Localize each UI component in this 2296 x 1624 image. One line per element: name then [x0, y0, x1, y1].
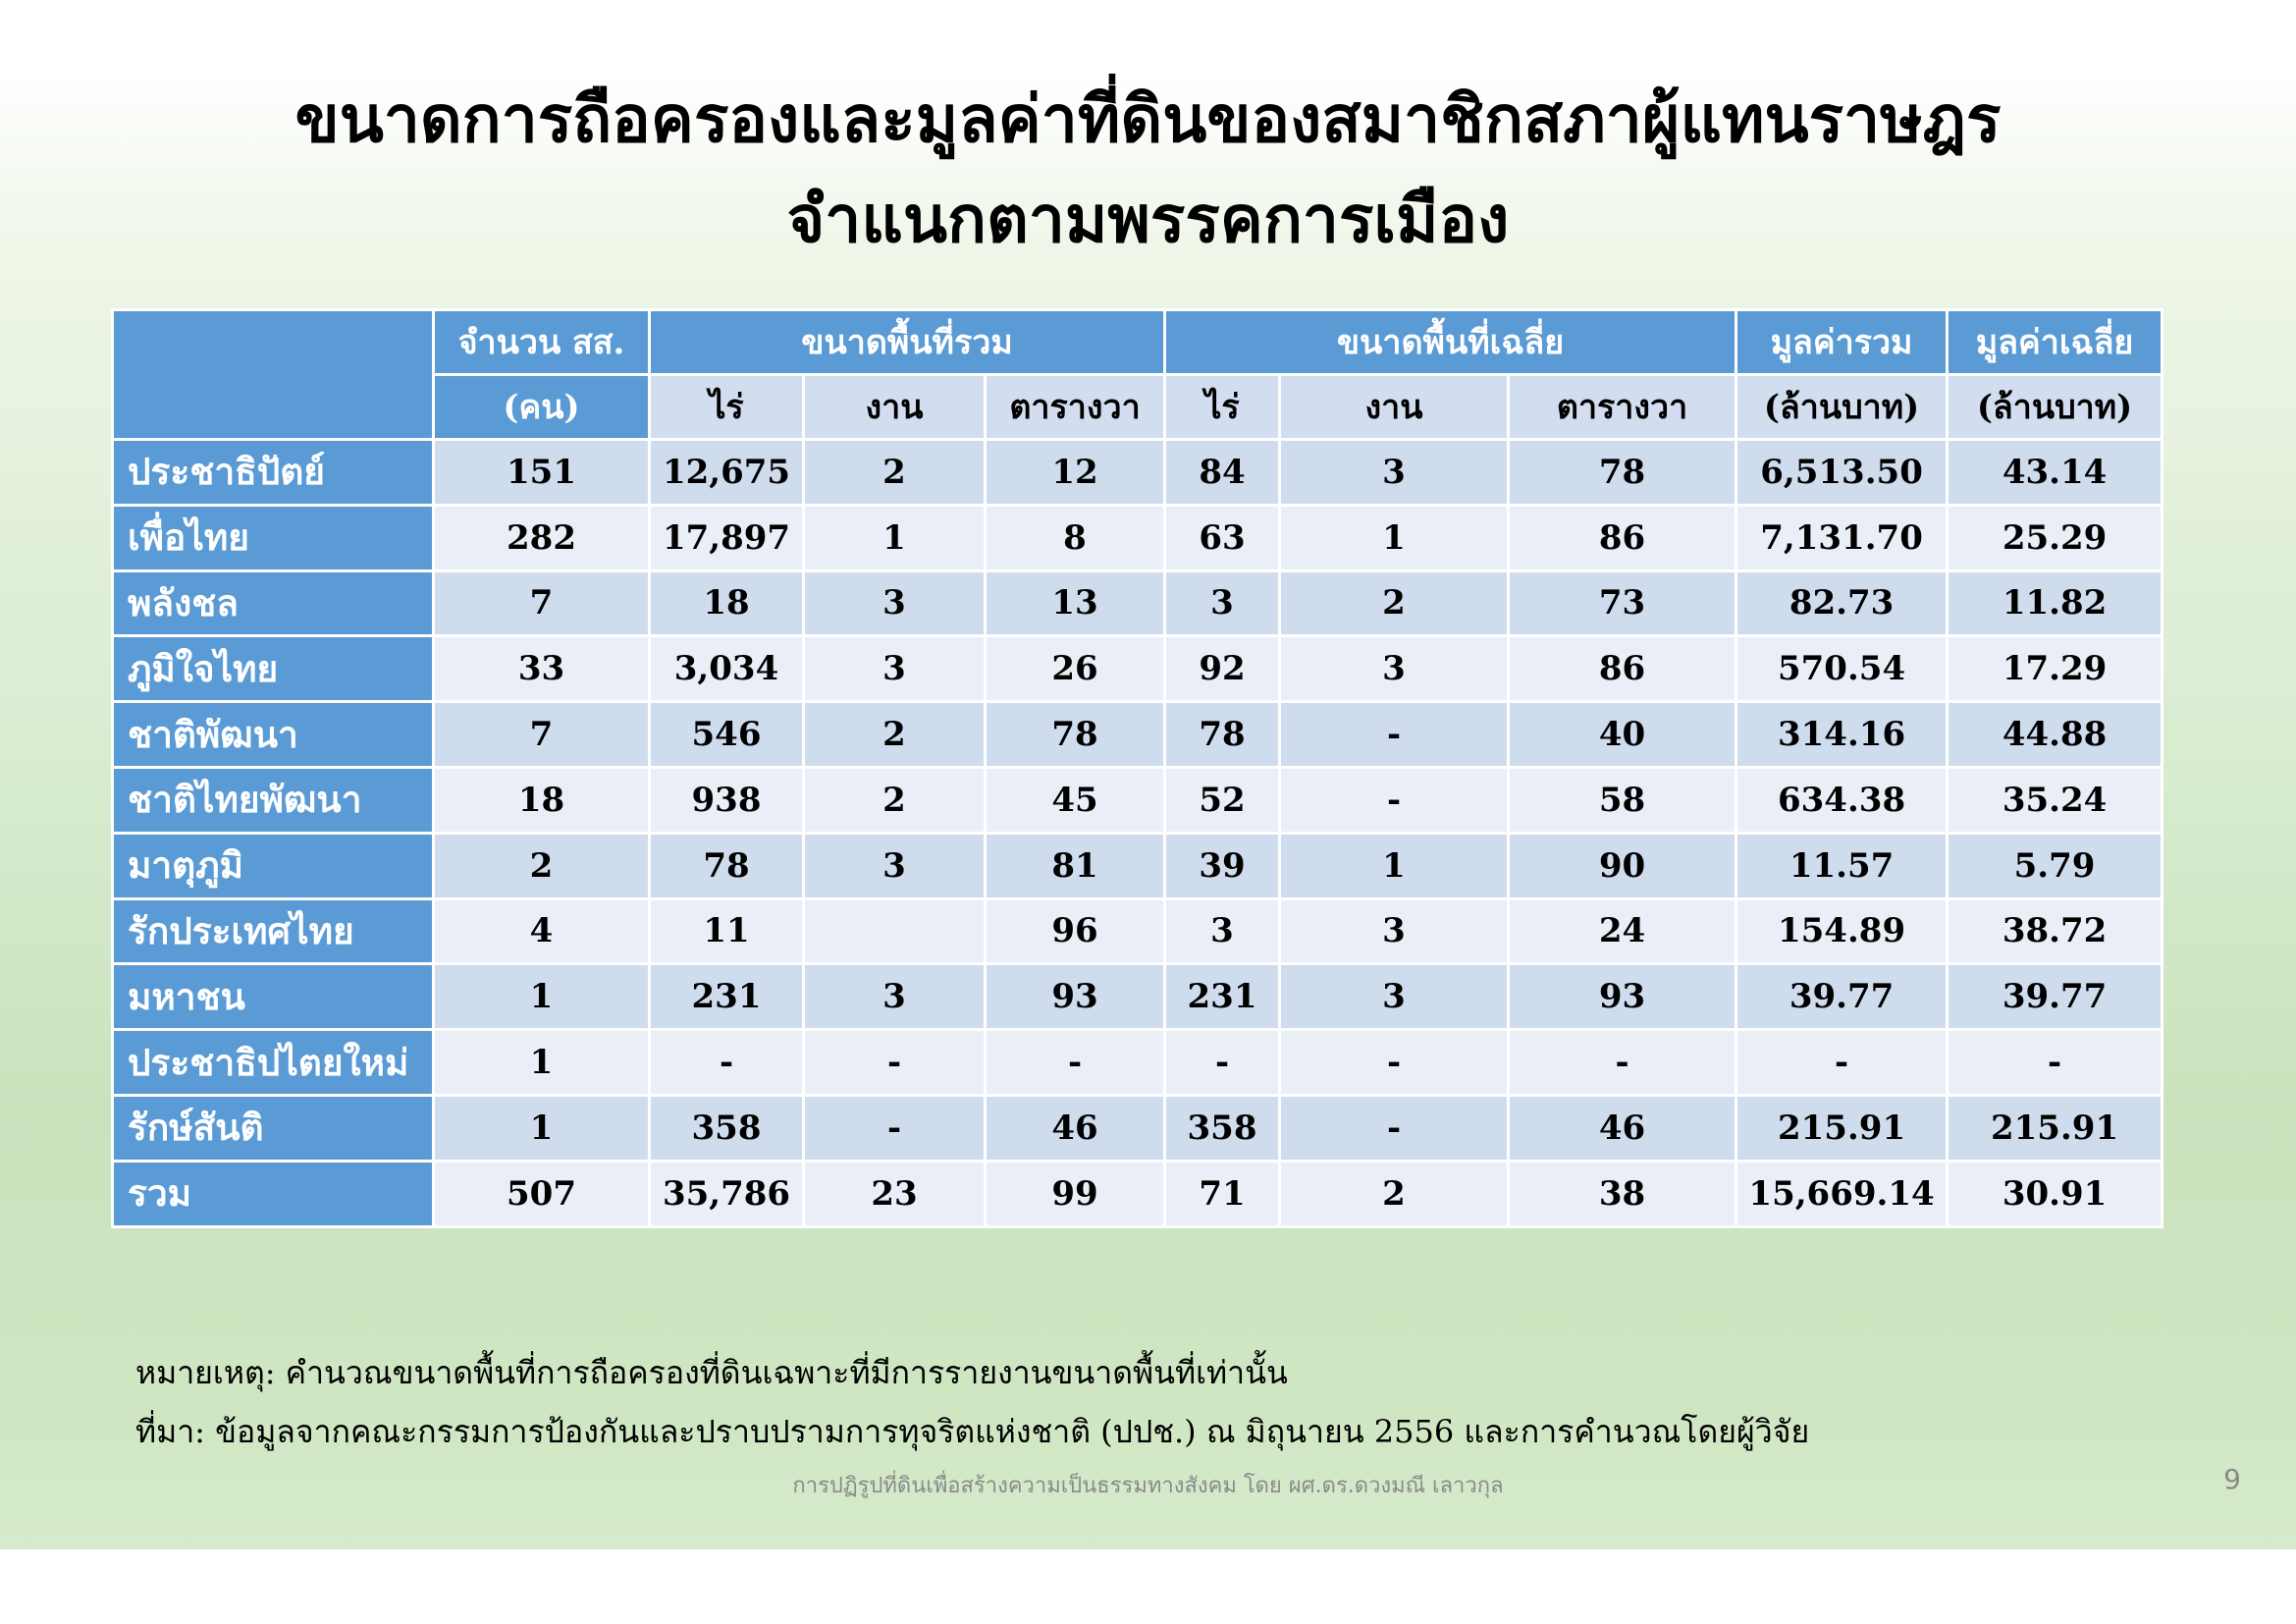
table-cell: 45 [986, 767, 1165, 833]
header-sqwa: ตารางวา [986, 375, 1165, 440]
table-cell: 84 [1165, 440, 1280, 506]
table-cell: 1 [1280, 833, 1509, 898]
header-sqwa-avg: ตารางวา [1509, 375, 1736, 440]
party-name: ภูมิใจไทย [113, 636, 434, 702]
table-cell: 314.16 [1736, 702, 1948, 768]
header-members: จำนวน สส. [434, 310, 650, 375]
table-cell: - [986, 1030, 1165, 1096]
land-holdings-table [111, 308, 2163, 1228]
party-name: มหาชน [113, 964, 434, 1030]
table-cell: 358 [650, 1095, 804, 1161]
table-cell: 71 [1165, 1161, 1280, 1226]
table-cell: 78 [1165, 702, 1280, 768]
table-cell: 358 [1165, 1095, 1280, 1161]
table-cell: 25.29 [1948, 505, 2163, 570]
header-rai-avg: ไร่ [1165, 375, 1280, 440]
table-cell: 8 [986, 505, 1165, 570]
party-name: ประชาธิปไตยใหม่ [113, 1030, 434, 1096]
table-cell: 231 [650, 964, 804, 1030]
table-cell: 35.24 [1948, 767, 2163, 833]
table-cell: 86 [1509, 636, 1736, 702]
table-row [113, 570, 2163, 636]
table-row [113, 636, 2163, 702]
table-cell: 5.79 [1948, 833, 2163, 898]
table-cell: - [1280, 767, 1509, 833]
table-cell: 17.29 [1948, 636, 2163, 702]
table-cell: 1 [434, 1030, 650, 1096]
table-cell: 40 [1509, 702, 1736, 768]
table-cell: - [804, 1030, 986, 1096]
header-ngan-avg: งาน [1280, 375, 1509, 440]
table-cell: 507 [434, 1161, 650, 1226]
table-row [113, 767, 2163, 833]
header-total-value-unit: (ล้านบาท) [1736, 375, 1948, 440]
table-cell: 3 [1280, 440, 1509, 506]
table-cell: 4 [434, 898, 650, 964]
table-cell: 3 [804, 636, 986, 702]
table-cell: 58 [1509, 767, 1736, 833]
header-corner [113, 310, 434, 440]
title-line-2: จำแนกตามพรรคการเมือง [786, 181, 1510, 257]
title-line-1: ขนาดการถือครองและมูลค่าที่ดินของสมาชิกสภาผู้แทนราษฎร [294, 81, 2002, 157]
table-cell: 3 [804, 570, 986, 636]
party-name: มาตุภูมิ [113, 833, 434, 898]
table-row [113, 505, 2163, 570]
table-cell: 7,131.70 [1736, 505, 1948, 570]
table-cell: 546 [650, 702, 804, 768]
table-cell: - [1948, 1030, 2163, 1096]
table-cell: 1 [434, 1095, 650, 1161]
table-cell: 99 [986, 1161, 1165, 1226]
table-cell: 39 [1165, 833, 1280, 898]
table-cell: 33 [434, 636, 650, 702]
table-row [113, 898, 2163, 964]
table-row [113, 964, 2163, 1030]
table-cell: 3 [1280, 964, 1509, 1030]
source-note: ที่มา: ข้อมูลจากคณะกรรมการป้องกันและปราบปรามการทุจริตแห่งชาติ (ปปช.) ณ มิถุนายน 2556 และการคำนวณโดยผู้วิจัย [135, 1413, 1810, 1450]
table-cell: 78 [1509, 440, 1736, 506]
table-cell: 24 [1509, 898, 1736, 964]
table-cell: 93 [986, 964, 1165, 1030]
table-cell: 78 [650, 833, 804, 898]
table-cell: 17,897 [650, 505, 804, 570]
table-cell: 3,034 [650, 636, 804, 702]
table-cell: 96 [986, 898, 1165, 964]
table-cell: 52 [1165, 767, 1280, 833]
table-cell: 2 [804, 767, 986, 833]
header-avg-value: มูลค่าเฉลี่ย [1948, 310, 2163, 375]
table-cell: 2 [1280, 570, 1509, 636]
remark-note: หมายเหตุ: คำนวณขนาดพื้นที่การถือครองที่ดินเฉพาะที่มีการรายงานขนาดพื้นที่เท่านั้น [135, 1354, 1288, 1391]
table-cell: 90 [1509, 833, 1736, 898]
table-cell: 151 [434, 440, 650, 506]
table-cell: - [1280, 1095, 1509, 1161]
table-cell: 231 [1165, 964, 1280, 1030]
table-cell: - [1509, 1030, 1736, 1096]
party-name: ประชาธิปัตย์ [113, 440, 434, 506]
table-cell: 38.72 [1948, 898, 2163, 964]
table-cell: 3 [1280, 898, 1509, 964]
table-cell: 6,513.50 [1736, 440, 1948, 506]
table-cell: 3 [1165, 570, 1280, 636]
footer-text: การปฏิรูปที่ดินเพื่อสร้างความเป็นธรรมทางสังคม โดย ผศ.ดร.ดวงมณี เลาวกุล [792, 1474, 1504, 1498]
party-name: ชาติพัฒนา [113, 702, 434, 768]
table-cell [804, 898, 986, 964]
table-cell: 11.82 [1948, 570, 2163, 636]
table-cell: 82.73 [1736, 570, 1948, 636]
table-cell: 46 [986, 1095, 1165, 1161]
party-name: พลังชล [113, 570, 434, 636]
table-cell: 73 [1509, 570, 1736, 636]
table-cell: 39.77 [1948, 964, 2163, 1030]
table-cell: 43.14 [1948, 440, 2163, 506]
table-cell: 2 [804, 702, 986, 768]
table-cell: 1 [1280, 505, 1509, 570]
party-name: เพื่อไทย [113, 505, 434, 570]
header-avg-area: ขนาดพื้นที่เฉลี่ย [1165, 310, 1736, 375]
table-cell: 15,669.14 [1736, 1161, 1948, 1226]
table-cell: 30.91 [1948, 1161, 2163, 1226]
header-rai: ไร่ [650, 375, 804, 440]
table-row [113, 1030, 2163, 1096]
table-row [113, 1095, 2163, 1161]
table-cell: 18 [650, 570, 804, 636]
header-total-area: ขนาดพื้นที่รวม [650, 310, 1165, 375]
table-cell: 938 [650, 767, 804, 833]
table-cell: 38 [1509, 1161, 1736, 1226]
table-cell: 81 [986, 833, 1165, 898]
table-cell: 1 [804, 505, 986, 570]
table-row [113, 833, 2163, 898]
table-row [113, 1161, 2163, 1226]
table-cell: 11.57 [1736, 833, 1948, 898]
table-cell: 26 [986, 636, 1165, 702]
table-cell: 46 [1509, 1095, 1736, 1161]
party-name: ชาติไทยพัฒนา [113, 767, 434, 833]
table-cell: 3 [1165, 898, 1280, 964]
table-cell: 282 [434, 505, 650, 570]
table-cell: 86 [1509, 505, 1736, 570]
table-cell: 7 [434, 702, 650, 768]
header-total-value: มูลค่ารวม [1736, 310, 1948, 375]
header-row-top [113, 310, 2163, 375]
header-avg-value-unit: (ล้านบาท) [1948, 375, 2163, 440]
table-row [113, 440, 2163, 506]
table-cell: 634.38 [1736, 767, 1948, 833]
table-cell: 12 [986, 440, 1165, 506]
table-cell: 7 [434, 570, 650, 636]
table-cell: 3 [1280, 636, 1509, 702]
table-cell: 35,786 [650, 1161, 804, 1226]
table-cell: 13 [986, 570, 1165, 636]
page-number: 9 [2223, 1463, 2241, 1495]
table-cell: 3 [804, 964, 986, 1030]
table-cell: 2 [1280, 1161, 1509, 1226]
header-members-unit: (คน) [434, 375, 650, 440]
table-cell: 93 [1509, 964, 1736, 1030]
party-name: รวม [113, 1161, 434, 1226]
table-cell: 39.77 [1736, 964, 1948, 1030]
table-cell: 63 [1165, 505, 1280, 570]
table-cell: 2 [434, 833, 650, 898]
table-cell: 44.88 [1948, 702, 2163, 768]
table-row [113, 702, 2163, 768]
table-cell: - [1280, 1030, 1509, 1096]
table-cell: 23 [804, 1161, 986, 1226]
table-cell: 12,675 [650, 440, 804, 506]
header-ngan: งาน [804, 375, 986, 440]
party-name: รักประเทศไทย [113, 898, 434, 964]
table-cell: - [1165, 1030, 1280, 1096]
party-name: รักษ์สันติ [113, 1095, 434, 1161]
table-cell: - [650, 1030, 804, 1096]
table-cell: 92 [1165, 636, 1280, 702]
table-cell: - [1736, 1030, 1948, 1096]
table-cell: 154.89 [1736, 898, 1948, 964]
table-cell: - [804, 1095, 986, 1161]
table-cell: 18 [434, 767, 650, 833]
table-cell: 78 [986, 702, 1165, 768]
table-cell: 215.91 [1736, 1095, 1948, 1161]
table-cell: - [1280, 702, 1509, 768]
table-cell: 1 [434, 964, 650, 1030]
table-cell: 11 [650, 898, 804, 964]
table-cell: 2 [804, 440, 986, 506]
table-cell: 3 [804, 833, 986, 898]
table-cell: 570.54 [1736, 636, 1948, 702]
table-cell: 215.91 [1948, 1095, 2163, 1161]
